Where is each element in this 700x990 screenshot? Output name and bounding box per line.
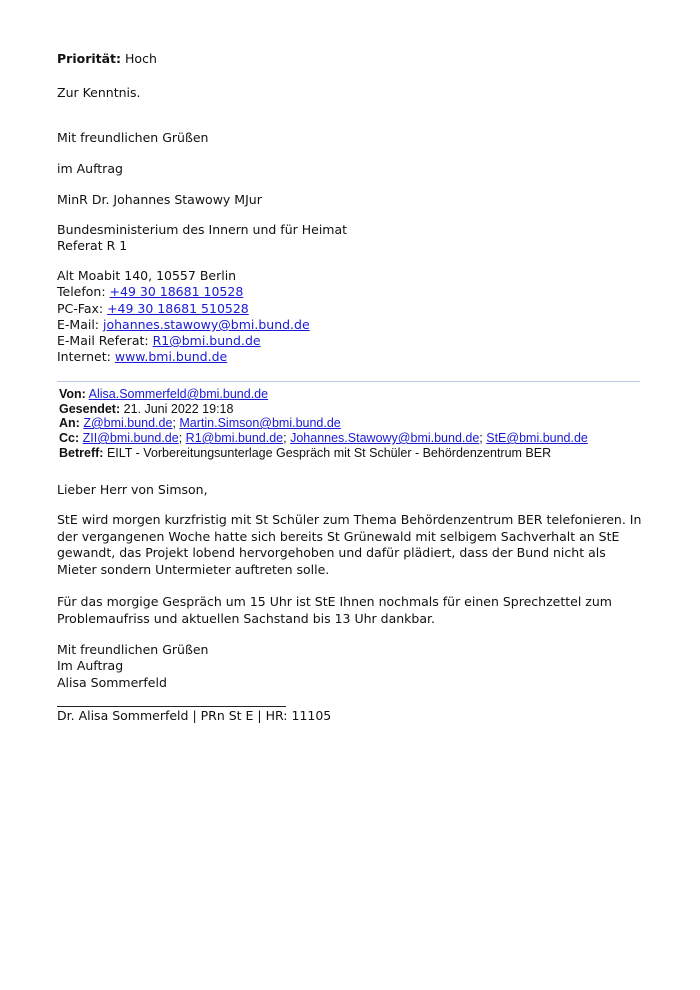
- closing-behalf-text: Im Auftrag: [57, 658, 124, 673]
- from-label: Von:: [59, 387, 86, 401]
- cc-row: Cc: ZII@bmi.bund.de; R1@bmi.bund.de; Johannes.Stawowy@bmi.bund.de; StE@bmi.bund.de: [59, 431, 588, 445]
- fax-label: PC-Fax:: [57, 301, 104, 316]
- priority-value: Hoch: [125, 51, 157, 66]
- on-behalf-text: im Auftrag: [57, 161, 123, 176]
- sent-row: [59, 402, 233, 417]
- cc-label: Cc:: [59, 431, 80, 445]
- dept-email-link[interactable]: R1@bmi.bund.de: [152, 333, 261, 348]
- department-name: Referat R 1: [57, 238, 128, 253]
- cc-link[interactable]: ZII@bmi.bund.de: [82, 431, 179, 445]
- signature-text: Dr. Alisa Sommerfeld | PRn St E | HR: 11105: [57, 708, 332, 723]
- priority-line: [57, 51, 157, 67]
- address-text: Alt Moabit 140, 10557 Berlin: [57, 268, 237, 283]
- closing-name-text: Alisa Sommerfeld: [57, 675, 167, 690]
- email-line: [57, 317, 310, 333]
- cc-link[interactable]: StE@bmi.bund.de: [486, 431, 588, 445]
- body-paragraph-2: Für das morgige Gespräch um 15 Uhr ist StE Ihnen nochmals für einen Sprechzettel zum Problemaufriss und aktuellen Sachstand bis 13 Uhr dankbar.: [57, 594, 612, 626]
- subject-label: Betreff:: [59, 446, 104, 460]
- phone-line: [57, 284, 243, 300]
- cc-link[interactable]: Johannes.Stawowy@bmi.bund.de: [290, 431, 480, 445]
- subject-row: [59, 446, 551, 461]
- fax-link[interactable]: +49 30 18681 510528: [107, 301, 249, 316]
- internet-label: Internet:: [57, 349, 111, 364]
- body-paragraph-1: StE wird morgen kurzfristig mit St Schüler zum Thema Behördenzentrum BER telefonieren. In der vergangenen Woche hatte sich bereits St Grünewald mit selbigem Sachverhalt an StE gewandt, das Projekt lobend hervorgehoben und dafür plädiert, dass der Bund nicht als Mieter sondern Untermieter auftreten solle.: [57, 512, 642, 577]
- salutation-text: Lieber Herr von Simson,: [57, 482, 208, 497]
- signature-divider: [57, 706, 286, 707]
- phone-label: Telefon:: [57, 284, 106, 299]
- to-link[interactable]: Martin.Simson@bmi.bund.de: [179, 416, 341, 430]
- priority-label: Priorität:: [57, 51, 122, 66]
- header-divider: [57, 381, 640, 382]
- from-link[interactable]: Alisa.Sommerfeld@bmi.bund.de: [88, 387, 269, 401]
- sent-value: 21. Juni 2022 19:18: [123, 402, 234, 416]
- fax-line: [57, 301, 249, 317]
- internet-link[interactable]: www.bmi.bund.de: [114, 349, 228, 364]
- internet-line: [57, 349, 227, 365]
- email-link[interactable]: johannes.stawowy@bmi.bund.de: [103, 317, 310, 332]
- email-label: E-Mail:: [57, 317, 100, 332]
- sender-name: MinR Dr. Johannes Stawowy MJur: [57, 192, 262, 207]
- dept-email-line: [57, 333, 261, 349]
- phone-link[interactable]: +49 30 18681 10528: [109, 284, 244, 299]
- ministry-name: Bundesministerium des Innern und für Heimat: [57, 222, 348, 237]
- to-label: An:: [59, 416, 80, 430]
- from-row: [59, 387, 268, 402]
- cc-link[interactable]: R1@bmi.bund.de: [185, 431, 284, 445]
- greeting-text: Mit freundlichen Grüßen: [57, 130, 209, 145]
- closing-text: Mit freundlichen Grüßen: [57, 642, 209, 657]
- sent-label: Gesendet:: [59, 402, 121, 416]
- to-link[interactable]: Z@bmi.bund.de: [83, 416, 173, 430]
- note-text: Zur Kenntnis.: [57, 85, 141, 100]
- to-row: An: Z@bmi.bund.de; Martin.Simson@bmi.bund.de: [59, 416, 341, 430]
- dept-email-label: E-Mail Referat:: [57, 333, 149, 348]
- subject-value: EILT - Vorbereitungsunterlage Gespräch mit St Schüler - Behördenzentrum BER: [106, 446, 552, 460]
